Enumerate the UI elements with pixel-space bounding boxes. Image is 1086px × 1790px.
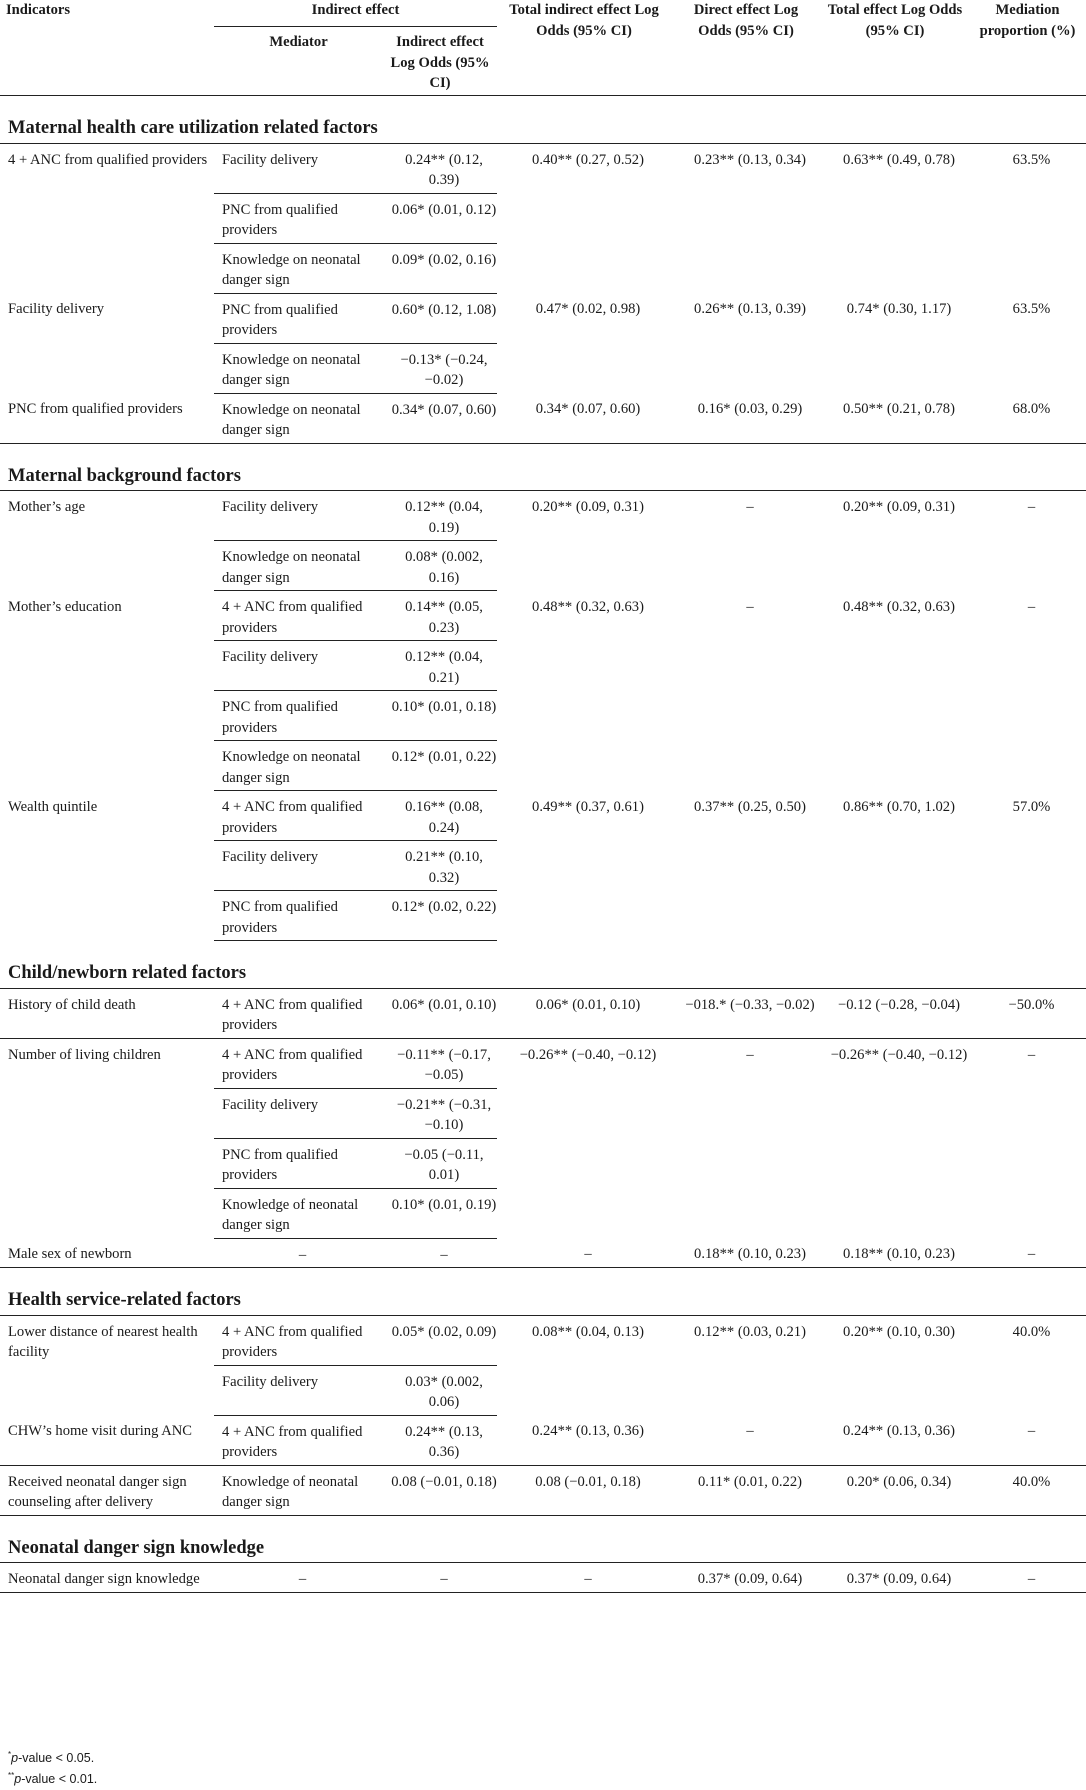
indicator-cell: 4 + ANC from qualified providers [8,151,208,168]
mediator-cell: PNC from qualified providers [214,293,383,343]
indirect-effect-cell: 0.09* (0.02, 0.16) [383,243,497,293]
indicator-cell: PNC from qualified providers [0,393,214,443]
mediation-proportion-cell: – [1027,499,1036,515]
indirect-effect-cell: 0.08* (0.002, 0.16) [383,541,497,591]
indirect-effect-cell: −0.11** (−0.17, −0.05) [383,1038,497,1088]
direct-effect-cell: – [746,1046,754,1063]
indicator-cell: CHW’s home visit during ANC [0,1415,214,1465]
direct-effect-cell: 0.37* (0.09, 0.64) [671,1563,821,1593]
indirect-effect-cell: 0.34* (0.07, 0.60) [383,393,497,443]
direct-effect-cell: 0.11* (0.01, 0.22) [671,1465,821,1515]
direct-effect-cell: 0.37** (0.25, 0.50) [694,798,806,815]
table-row [0,491,1086,541]
mediation-proportion-cell: 63.5% [1012,151,1051,168]
mediator-cell: Knowledge on neonatal danger sign [214,541,383,591]
mediation-proportion-cell: −50.0% [969,988,1086,1038]
table-row [0,1563,1086,1593]
table-row [0,791,1086,841]
mediation-proportion-cell: – [1027,1046,1036,1063]
indirect-effect-cell: 0.03* (0.002, 0.06) [383,1365,497,1415]
mediator-cell: 4 + ANC from qualified providers [214,591,383,641]
indirect-effect-cell: 0.12* (0.01, 0.22) [383,741,497,791]
header-mediation-proportion: Mediation proportion (%) [969,0,1086,96]
mediator-cell: 4 + ANC from qualified providers [214,791,383,841]
total-indirect-cell: 0.24** (0.13, 0.36) [497,1415,671,1465]
section-header-row [0,96,1086,144]
indirect-effect-cell: 0.16** (0.08, 0.24) [383,791,497,841]
direct-effect-cell: −018.* (−0.33, −0.02) [671,988,821,1038]
total-effect-cell: 0.63** (0.49, 0.78) [843,151,955,168]
section-title: Health service-related factors [0,1268,1086,1316]
table-row [0,1038,1086,1088]
mediator-cell: Facility delivery [214,1365,383,1415]
mediation-proportion-cell: – [969,1238,1086,1268]
header-mediator: Mediator [214,27,383,96]
mediation-proportion-cell: – [969,1563,1086,1593]
total-effect-cell: 0.50** (0.21, 0.78) [821,393,969,443]
section-header-row [0,941,1086,989]
table-row [0,591,1086,641]
mediator-cell: PNC from qualified providers [214,891,383,941]
direct-effect-cell: 0.26** (0.13, 0.39) [694,301,806,317]
table-footnotes [8,1746,97,1788]
header-direct-effect: Direct effect Log Odds (95% CI) [671,0,821,96]
mediator-cell: PNC from qualified providers [214,691,383,741]
total-indirect-cell: 0.48** (0.32, 0.63) [532,598,644,615]
total-indirect-cell: – [497,1238,671,1268]
mediator-cell: Facility delivery [214,641,383,691]
indirect-effect-cell: −0.21** (−0.31, −0.10) [383,1088,497,1138]
total-indirect-cell: 0.47* (0.02, 0.98) [535,301,641,317]
total-indirect-cell: −0.26** (−0.40, −0.12) [519,1046,657,1063]
table-row [0,1315,1086,1365]
header-indirect-effect: Indirect effect [214,0,497,27]
indicator-cell: Male sex of newborn [0,1238,214,1268]
total-effect-cell: 0.18** (0.10, 0.23) [821,1238,969,1268]
total-effect-cell: 0.48** (0.32, 0.63) [843,598,955,615]
direct-effect-cell: 0.16* (0.03, 0.29) [671,393,821,443]
indirect-effect-cell: 0.06* (0.01, 0.12) [383,193,497,243]
indirect-effect-cell: 0.60* (0.12, 1.08) [383,293,497,343]
indicator-cell: Received neonatal danger sign counseling after delivery [0,1465,214,1515]
indirect-effect-cell: 0.21** (0.10, 0.32) [383,841,497,891]
section-title: Child/newborn related factors [0,941,1086,989]
mediator-cell: Knowledge on neonatal danger sign [214,741,383,791]
total-effect-cell: 0.24** (0.13, 0.36) [821,1415,969,1465]
mediator-cell: 4 + ANC from qualified providers [214,1315,383,1365]
indirect-effect-cell: 0.06* (0.01, 0.10) [383,988,497,1038]
direct-effect-cell: 0.23** (0.13, 0.34) [694,151,806,168]
indicator-cell: Facility delivery [8,301,105,317]
table-row [0,1465,1086,1515]
indicator-cell: Mother’s education [8,598,122,615]
indirect-effect-cell: 0.12** (0.04, 0.21) [383,641,497,691]
mediation-proportion-cell: 68.0% [969,393,1086,443]
table-row [0,293,1086,343]
direct-effect-cell: 0.18** (0.10, 0.23) [671,1238,821,1268]
indirect-effect-cell: 0.10* (0.01, 0.18) [383,691,497,741]
section-title: Maternal health care utilization related factors [0,96,1086,144]
mediator-cell: PNC from qualified providers [214,193,383,243]
total-indirect-cell: 0.49** (0.37, 0.61) [532,798,644,815]
mediator-cell: Facility delivery [214,841,383,891]
table-row [0,1238,1086,1268]
section-title: Maternal background factors [0,443,1086,491]
header-indirect-log-odds: Indirect effect Log Odds (95% CI) [383,27,497,96]
total-effect-cell: 0.20* (0.06, 0.34) [821,1465,969,1515]
total-effect-cell: −0.12 (−0.28, −0.04) [821,988,969,1038]
total-indirect-cell: 0.34* (0.07, 0.60) [497,393,671,443]
direct-effect-cell: – [671,1415,821,1465]
indicator-cell: Lower distance of nearest health facility [8,1323,198,1360]
direct-effect-cell: 0.12** (0.03, 0.21) [694,1323,806,1340]
section-title: Neonatal danger sign knowledge [0,1515,1086,1563]
total-effect-cell: 0.20** (0.10, 0.30) [843,1323,955,1340]
total-effect-cell: 0.74* (0.30, 1.17) [846,301,952,317]
indirect-effect-cell: 0.12* (0.02, 0.22) [383,891,497,941]
indirect-effect-cell: 0.12** (0.04, 0.19) [383,491,497,541]
total-effect-cell: −0.26** (−0.40, −0.12) [830,1046,968,1063]
total-effect-cell: 0.37* (0.09, 0.64) [821,1563,969,1593]
mediator-cell: Knowledge on neonatal danger sign [214,243,383,293]
indicator-cell: Neonatal danger sign knowledge [0,1563,214,1593]
mediator-cell: Knowledge of neonatal danger sign [214,1188,383,1238]
mediation-proportion-cell: 40.0% [969,1465,1086,1515]
section-header-row [0,1515,1086,1563]
mediator-cell: Knowledge on neonatal danger sign [214,343,383,393]
direct-effect-cell: – [746,499,754,515]
total-indirect-cell: – [497,1563,671,1593]
total-indirect-cell: 0.40** (0.27, 0.52) [532,151,644,168]
mediator-cell: 4 + ANC from qualified providers [214,988,383,1038]
mediation-proportion-cell: – [1027,598,1036,615]
footnote-significant-01: **p-value < 0.01. [8,1771,98,1787]
indirect-effect-cell: −0.05 (−0.11, 0.01) [383,1138,497,1188]
indicator-cell: Mother’s age [8,499,86,515]
mediator-cell: PNC from qualified providers [214,1138,383,1188]
indirect-effect-cell: 0.08 (−0.01, 0.18) [383,1465,497,1515]
section-header-row [0,1268,1086,1316]
indirect-effect-cell: – [383,1563,497,1593]
mediation-proportion-cell: 63.5% [1012,301,1051,317]
mediator-cell: Facility delivery [214,491,383,541]
indicator-cell: Wealth quintile [8,798,98,815]
table-row [0,1415,1086,1465]
total-indirect-cell: 0.08** (0.04, 0.13) [532,1323,644,1340]
mediator-cell: – [214,1563,383,1593]
total-effect-cell: 0.86** (0.70, 1.02) [843,798,955,815]
mediator-cell: 4 + ANC from qualified providers [214,1038,383,1088]
table-row [0,143,1086,193]
mediation-proportion-cell: – [969,1415,1086,1465]
direct-effect-cell: – [746,598,754,615]
total-effect-cell: 0.20** (0.09, 0.31) [843,499,955,515]
mediation-proportion-cell: 40.0% [1012,1323,1051,1340]
indirect-effect-cell: 0.24** (0.13, 0.36) [383,1415,497,1465]
header-total-indirect: Total indirect effect Log Odds (95% CI) [497,0,671,96]
total-indirect-cell: 0.08 (−0.01, 0.18) [497,1465,671,1515]
mediator-cell: – [214,1238,383,1268]
table-body [0,96,1086,1593]
indirect-effect-cell: 0.05* (0.02, 0.09) [383,1315,497,1365]
indirect-effect-cell: −0.13* (−0.24, −0.02) [383,343,497,393]
footnote-significant-05: *p-value < 0.05. [8,1750,95,1766]
mediation-proportion-cell: 57.0% [1012,798,1051,815]
indirect-effect-cell: 0.24** (0.12, 0.39) [383,143,497,193]
mediator-cell: Facility delivery [214,1088,383,1138]
indirect-effect-cell: 0.14** (0.05, 0.23) [383,591,497,641]
header-indicators-spacer [0,27,214,96]
mediator-cell: Facility delivery [214,143,383,193]
total-indirect-cell: 0.20** (0.09, 0.31) [532,499,644,515]
header-indicators: Indicators [6,2,71,18]
total-indirect-cell: 0.06* (0.01, 0.10) [497,988,671,1038]
section-header-row [0,443,1086,491]
table-row [0,988,1086,1038]
header-total-effect: Total effect Log Odds (95% CI) [821,0,969,96]
indirect-effect-cell: – [383,1238,497,1268]
mediator-cell: Knowledge of neonatal danger sign [214,1465,383,1515]
table-row [0,393,1086,443]
indirect-effect-cell: 0.10* (0.01, 0.19) [383,1188,497,1238]
indicator-cell: Number of living children [8,1046,161,1063]
indicator-cell: History of child death [0,988,214,1038]
mediator-cell: Knowledge on neonatal danger sign [214,393,383,443]
mediator-cell: 4 + ANC from qualified providers [214,1415,383,1465]
